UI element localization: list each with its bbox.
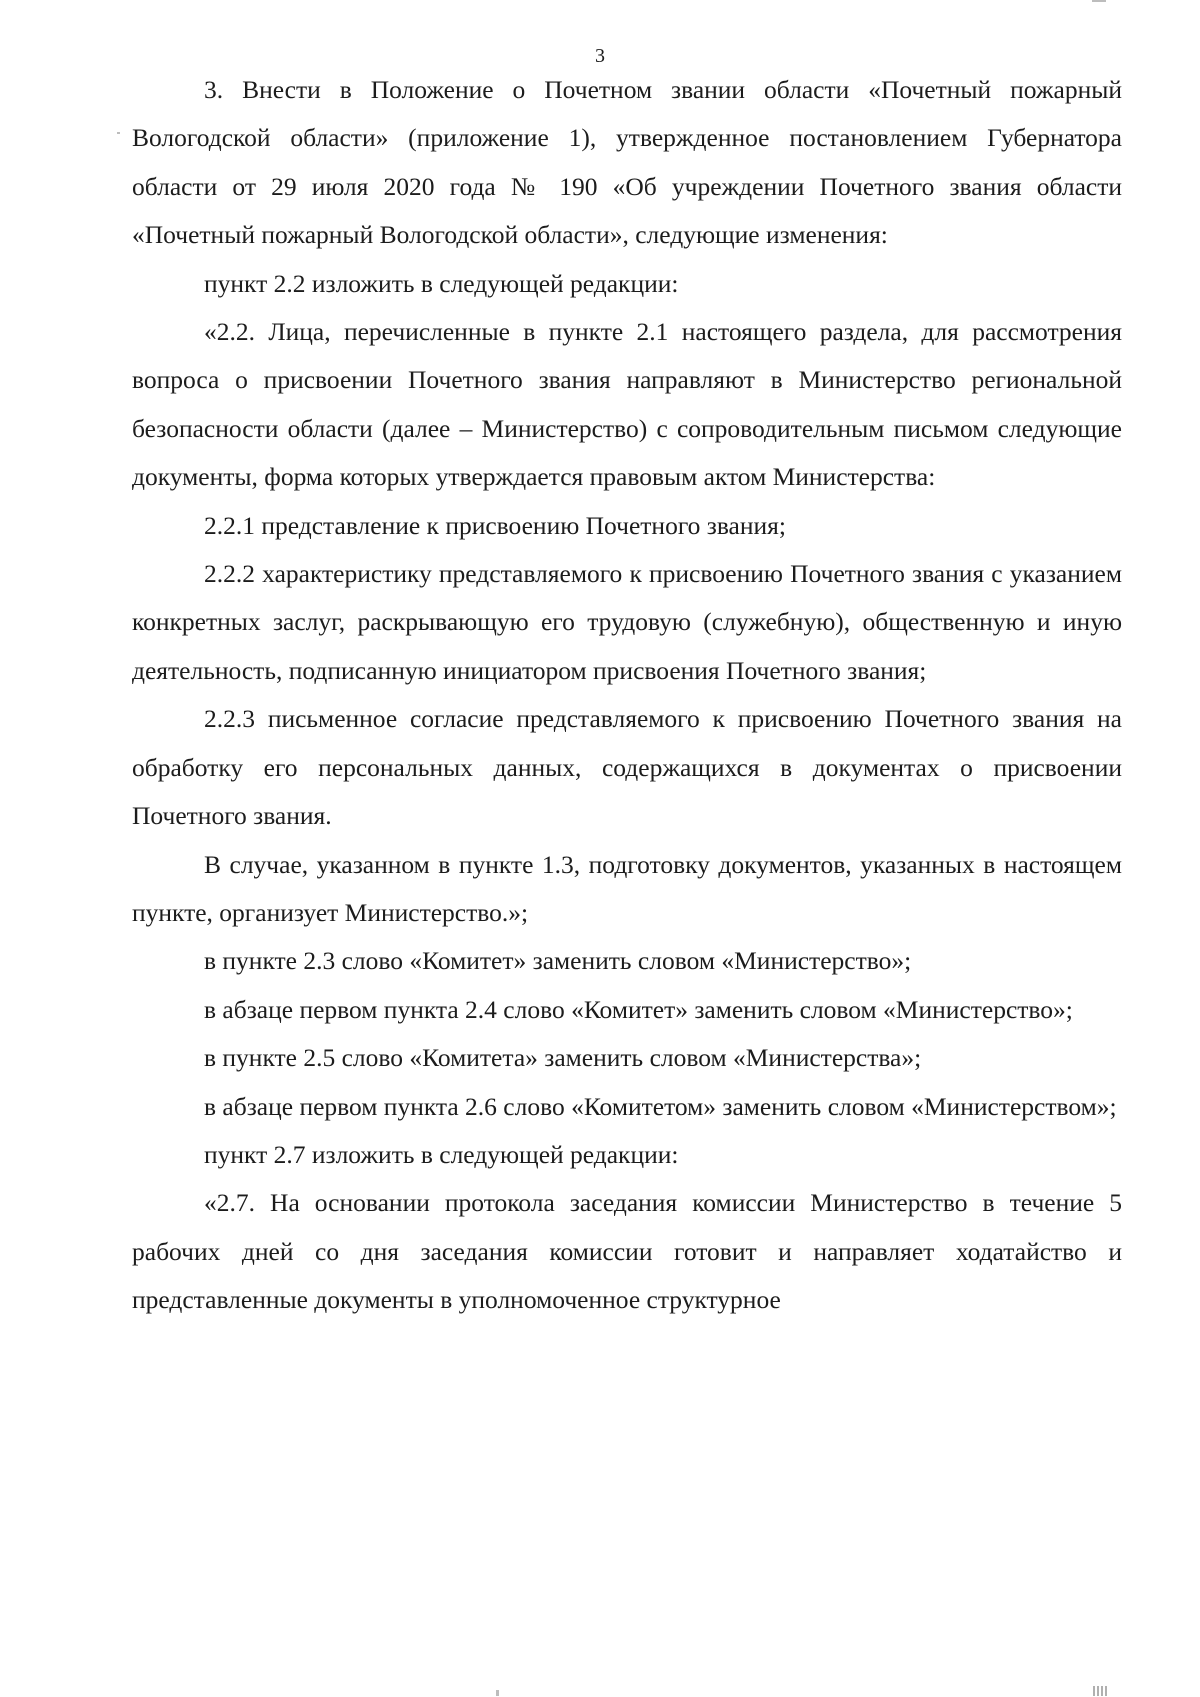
scan-mark-bottom-right [1093,1686,1109,1696]
paragraph-case-1-3: В случае, указанном в пункте 1.3, подготовку документов, указанных в настоящем пункте, организует Министерство.»; [132,849,1122,927]
paragraph-clause-2-4: в абзаце первом пункта 2.4 слово «Комитет» заменить словом «Министерство»; [204,994,1073,1024]
paragraph-clause-2-6: в абзаце первом пункта 2.6 слово «Комитетом» заменить словом «Министерством»; [204,1091,1117,1121]
paragraph-clause-2-2-2: 2.2.2 характеристику представляемого к присвоению Почетного звания с указанием конкретных заслуг, раскрывающую его трудовую (служебную), общественную и иную деятельность, подписанную инициатором присвоения Почетного звания; [132,559,1122,685]
scan-mark-top-right [1092,0,1106,2]
paragraph-clause-2-2-3: 2.2.3 письменное согласие представляемого к присвоению Почетного звания на обработку его персональных данных, содержащихся в документах о присвоении Почетного звания. [132,704,1122,831]
paragraph-clause-2-7-heading: пункт 2.7 изложить в следующей редакции: [204,1139,679,1169]
paragraph-clause-2-3: в пункте 2.3 слово «Комитет» заменить словом «Министерство»; [204,946,912,976]
paragraph-clause-2-5: в пункте 2.5 слово «Комитета» заменить словом «Министерства»; [204,1043,922,1073]
paragraph-amendment-intro: 3. Внести в Положение о Почетном звании области «Почетный пожарный Вологодской области» (приложение 1), утвержденное постановлением Губернатора области от 29 июля 2020 года № 190 «Об учреждении Почетного звания области «Почетный пожарный Вологодской области», следующие изменения: [132,75,1122,250]
document-body [132,66,1122,1325]
page-number: 3 [595,45,605,67]
paragraph-clause-2-2-heading: пункт 2.2 изложить в следующей редакции: [204,268,679,298]
scan-mark-left-edge [117,132,120,134]
paragraph-clause-2-2-1: 2.2.1 представление к присвоению Почетного звания; [204,510,786,540]
paragraph-clause-2-2: «2.2. Лица, перечисленные в пункте 2.1 настоящего раздела, для рассмотрения вопроса о присвоении Почетного звания направляют в Министерство региональной безопасности области (далее – Министерство) с сопроводительным письмом следующие документы, форма которых утверждается правовым актом Министерства: [132,317,1122,492]
paragraph-clause-2-7: «2.7. На основании протокола заседания комиссии Министерство в течение 5 рабочих дней со дня заседания комиссии готовит и направляет ходатайство и представленные документы в уполномоченное структурное [132,1188,1122,1315]
scan-mark-bottom-center [496,1690,499,1696]
